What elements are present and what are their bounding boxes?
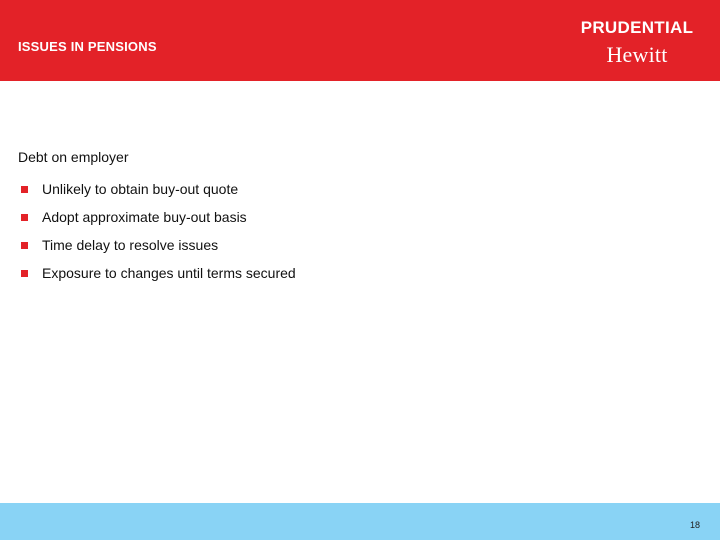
company-logo xyxy=(572,18,702,68)
page-number: 18 xyxy=(689,520,700,530)
square-bullet-icon xyxy=(21,214,28,221)
bullet-item xyxy=(18,203,296,231)
section-subtitle: Debt on employer xyxy=(18,149,129,165)
square-bullet-icon xyxy=(21,270,28,277)
bullet-text: Exposure to changes until terms secured xyxy=(42,265,296,281)
bullet-list xyxy=(18,175,296,287)
bullet-item xyxy=(18,231,296,259)
footer-bar xyxy=(0,503,720,540)
bullet-text: Adopt approximate buy-out basis xyxy=(42,209,247,225)
square-bullet-icon xyxy=(21,242,28,249)
bullet-item xyxy=(18,259,296,287)
square-bullet-icon xyxy=(21,186,28,193)
logo-line-prudential: PRUDENTIAL xyxy=(580,18,694,37)
page-title: ISSUES IN PENSIONS xyxy=(18,39,157,54)
bullet-text: Time delay to resolve issues xyxy=(42,237,219,253)
logo-line-hewitt: Hewitt xyxy=(606,42,668,67)
bullet-text: Unlikely to obtain buy-out quote xyxy=(42,181,239,197)
bullet-item xyxy=(18,175,296,203)
header-bar xyxy=(0,0,720,81)
